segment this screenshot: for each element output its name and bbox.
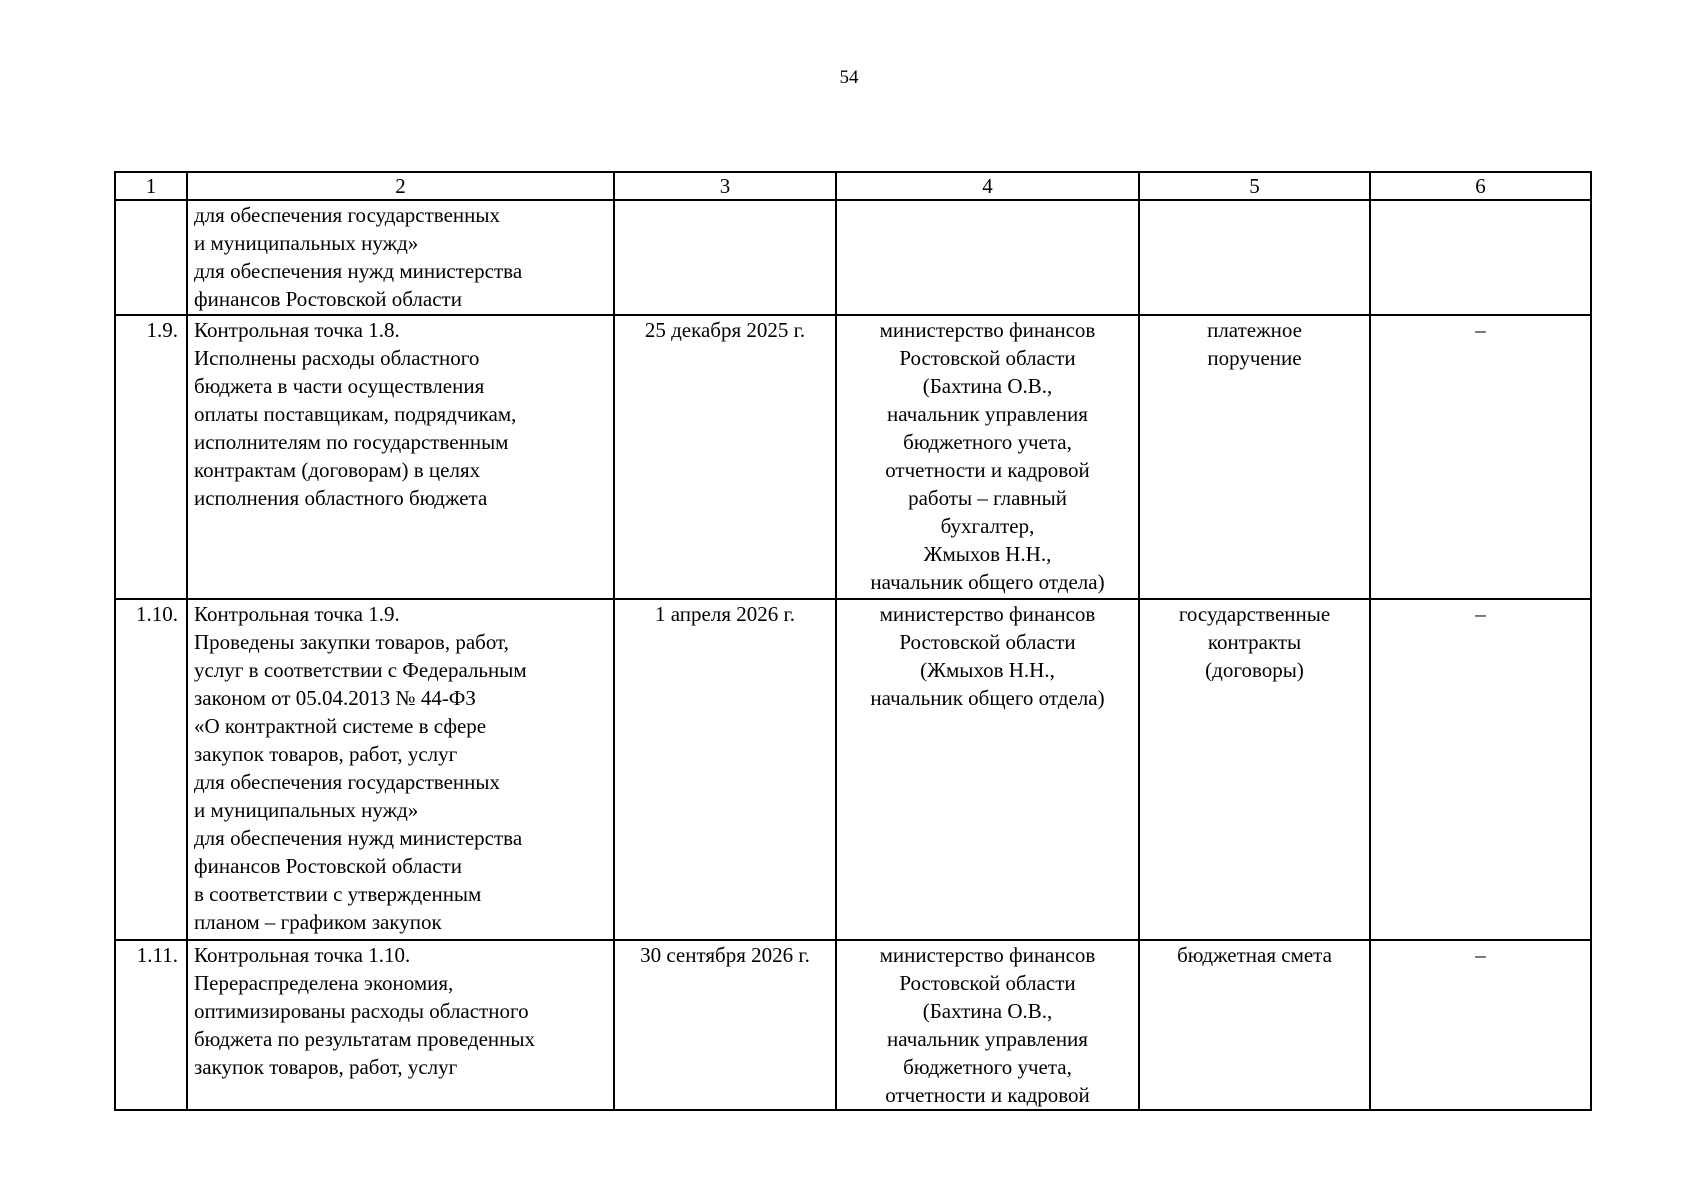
event-name-line: Проведены закупки товаров, работ,: [194, 630, 509, 654]
responsible-line: (Бахтина О.В.,: [922, 374, 1053, 398]
event-name-line: для обеспечения государственных: [194, 203, 500, 227]
column-header: 3: [614, 172, 836, 200]
document-type-line: платежное: [1207, 318, 1302, 342]
table-header-row: [115, 172, 1591, 200]
event-name-cell: [187, 940, 614, 1110]
event-name-line: финансов Ростовской области: [194, 287, 462, 311]
responsible-line: бюджетного учета,: [903, 430, 1072, 454]
responsible-line: Жмыхов Н.Н.,: [923, 542, 1052, 566]
event-name-line: Перераспределена экономия,: [194, 971, 454, 995]
responsible-line: начальник общего отдела): [870, 570, 1105, 594]
column-header: 5: [1139, 172, 1370, 200]
responsible-line: бухгалтер,: [940, 514, 1035, 538]
responsible-line: отчетности и кадровой: [885, 1083, 1090, 1107]
responsible-line: начальник общего отдела): [870, 686, 1105, 710]
responsible-line: министерство финансов: [879, 943, 1096, 967]
table-row: [115, 599, 1591, 940]
responsible-line: (Бахтина О.В.,: [922, 999, 1053, 1023]
document-type-line: поручение: [1207, 346, 1302, 370]
responsible-line: Ростовской области: [899, 630, 1076, 654]
responsible-cell: [836, 200, 1139, 315]
event-name-line: в соответствии с утвержденным: [194, 882, 482, 906]
responsible-cell: [836, 599, 1139, 940]
document-type-cell: [1139, 940, 1370, 1110]
row-number-cell: 1.11.: [115, 940, 187, 1110]
event-name-line: и муниципальных нужд»: [194, 231, 419, 255]
deadline-cell: 30 сентября 2026 г.: [614, 940, 836, 1110]
responsible-line: (Жмыхов Н.Н.,: [920, 658, 1055, 682]
event-name-line: Контрольная точка 1.9.: [194, 602, 400, 626]
row-number-cell: 1.10.: [115, 599, 187, 940]
column-header: 6: [1370, 172, 1591, 200]
note-cell: [1370, 200, 1591, 315]
event-name-line: оплаты поставщикам, подрядчикам,: [194, 402, 517, 426]
event-name-line: для обеспечения государственных: [194, 770, 500, 794]
event-name-line: оптимизированы расходы областного: [194, 999, 529, 1023]
event-name-line: исполнителям по государственным: [194, 430, 509, 454]
event-name-line: законом от 05.04.2013 № 44-ФЗ: [194, 686, 476, 710]
responsible-line: Ростовской области: [899, 346, 1076, 370]
event-name-line: и муниципальных нужд»: [194, 798, 419, 822]
event-name-line: бюджета по результатам проведенных: [194, 1027, 535, 1051]
event-name-line: Контрольная точка 1.10.: [194, 943, 411, 967]
event-name-line: для обеспечения нужд министерства: [194, 259, 523, 283]
responsible-line: работы – главный: [908, 486, 1067, 510]
deadline-cell: [614, 200, 836, 315]
event-name-line: услуг в соответствии с Федеральным: [194, 658, 527, 682]
responsible-cell: [836, 940, 1139, 1110]
responsible-line: Ростовской области: [899, 971, 1076, 995]
document-type-line: бюджетная смета: [1177, 943, 1332, 967]
note-cell: –: [1370, 599, 1591, 940]
row-number-cell: 1.9.: [115, 315, 187, 599]
document-type-cell: [1139, 200, 1370, 315]
responsible-line: министерство финансов: [879, 602, 1096, 626]
page-number: 54: [839, 67, 859, 88]
event-name-line: исполнения областного бюджета: [194, 486, 488, 510]
note-cell: –: [1370, 940, 1591, 1110]
control-points-table: [114, 171, 1592, 1111]
event-name-line: «О контрактной системе в сфере: [194, 714, 487, 738]
table-row: [115, 200, 1591, 315]
event-name-cell: [187, 599, 614, 940]
table-row: [115, 315, 1591, 599]
event-name-line: закупок товаров, работ, услуг: [194, 1055, 458, 1079]
event-name-line: Контрольная точка 1.8.: [194, 318, 400, 342]
deadline-cell: 25 декабря 2025 г.: [614, 315, 836, 599]
event-name-line: для обеспечения нужд министерства: [194, 826, 523, 850]
event-name-cell: [187, 200, 614, 315]
document-type-cell: [1139, 599, 1370, 940]
deadline-cell: 1 апреля 2026 г.: [614, 599, 836, 940]
document-type-cell: [1139, 315, 1370, 599]
responsible-cell: [836, 315, 1139, 599]
table-row: [115, 940, 1591, 1110]
responsible-line: министерство финансов: [879, 318, 1096, 342]
responsible-line: отчетности и кадровой: [885, 458, 1090, 482]
document-type-line: государственные: [1178, 602, 1331, 626]
document-type-line: контракты: [1207, 630, 1302, 654]
column-header: 4: [836, 172, 1139, 200]
event-name-cell: [187, 315, 614, 599]
column-header: 2: [187, 172, 614, 200]
event-name-line: контрактам (договорам) в целях: [194, 458, 481, 482]
row-number-cell: [115, 200, 187, 315]
event-name-line: планом – графиком закупок: [194, 910, 442, 934]
responsible-line: начальник управления: [887, 402, 1088, 426]
document-type-line: (договоры): [1205, 658, 1304, 682]
note-cell: –: [1370, 315, 1591, 599]
event-name-line: бюджета в части осуществления: [194, 374, 485, 398]
column-header: 1: [115, 172, 187, 200]
responsible-line: бюджетного учета,: [903, 1055, 1072, 1079]
event-name-line: Исполнены расходы областного: [194, 346, 480, 370]
event-name-line: закупок товаров, работ, услуг: [194, 742, 458, 766]
responsible-line: начальник управления: [887, 1027, 1088, 1051]
event-name-line: финансов Ростовской области: [194, 854, 462, 878]
